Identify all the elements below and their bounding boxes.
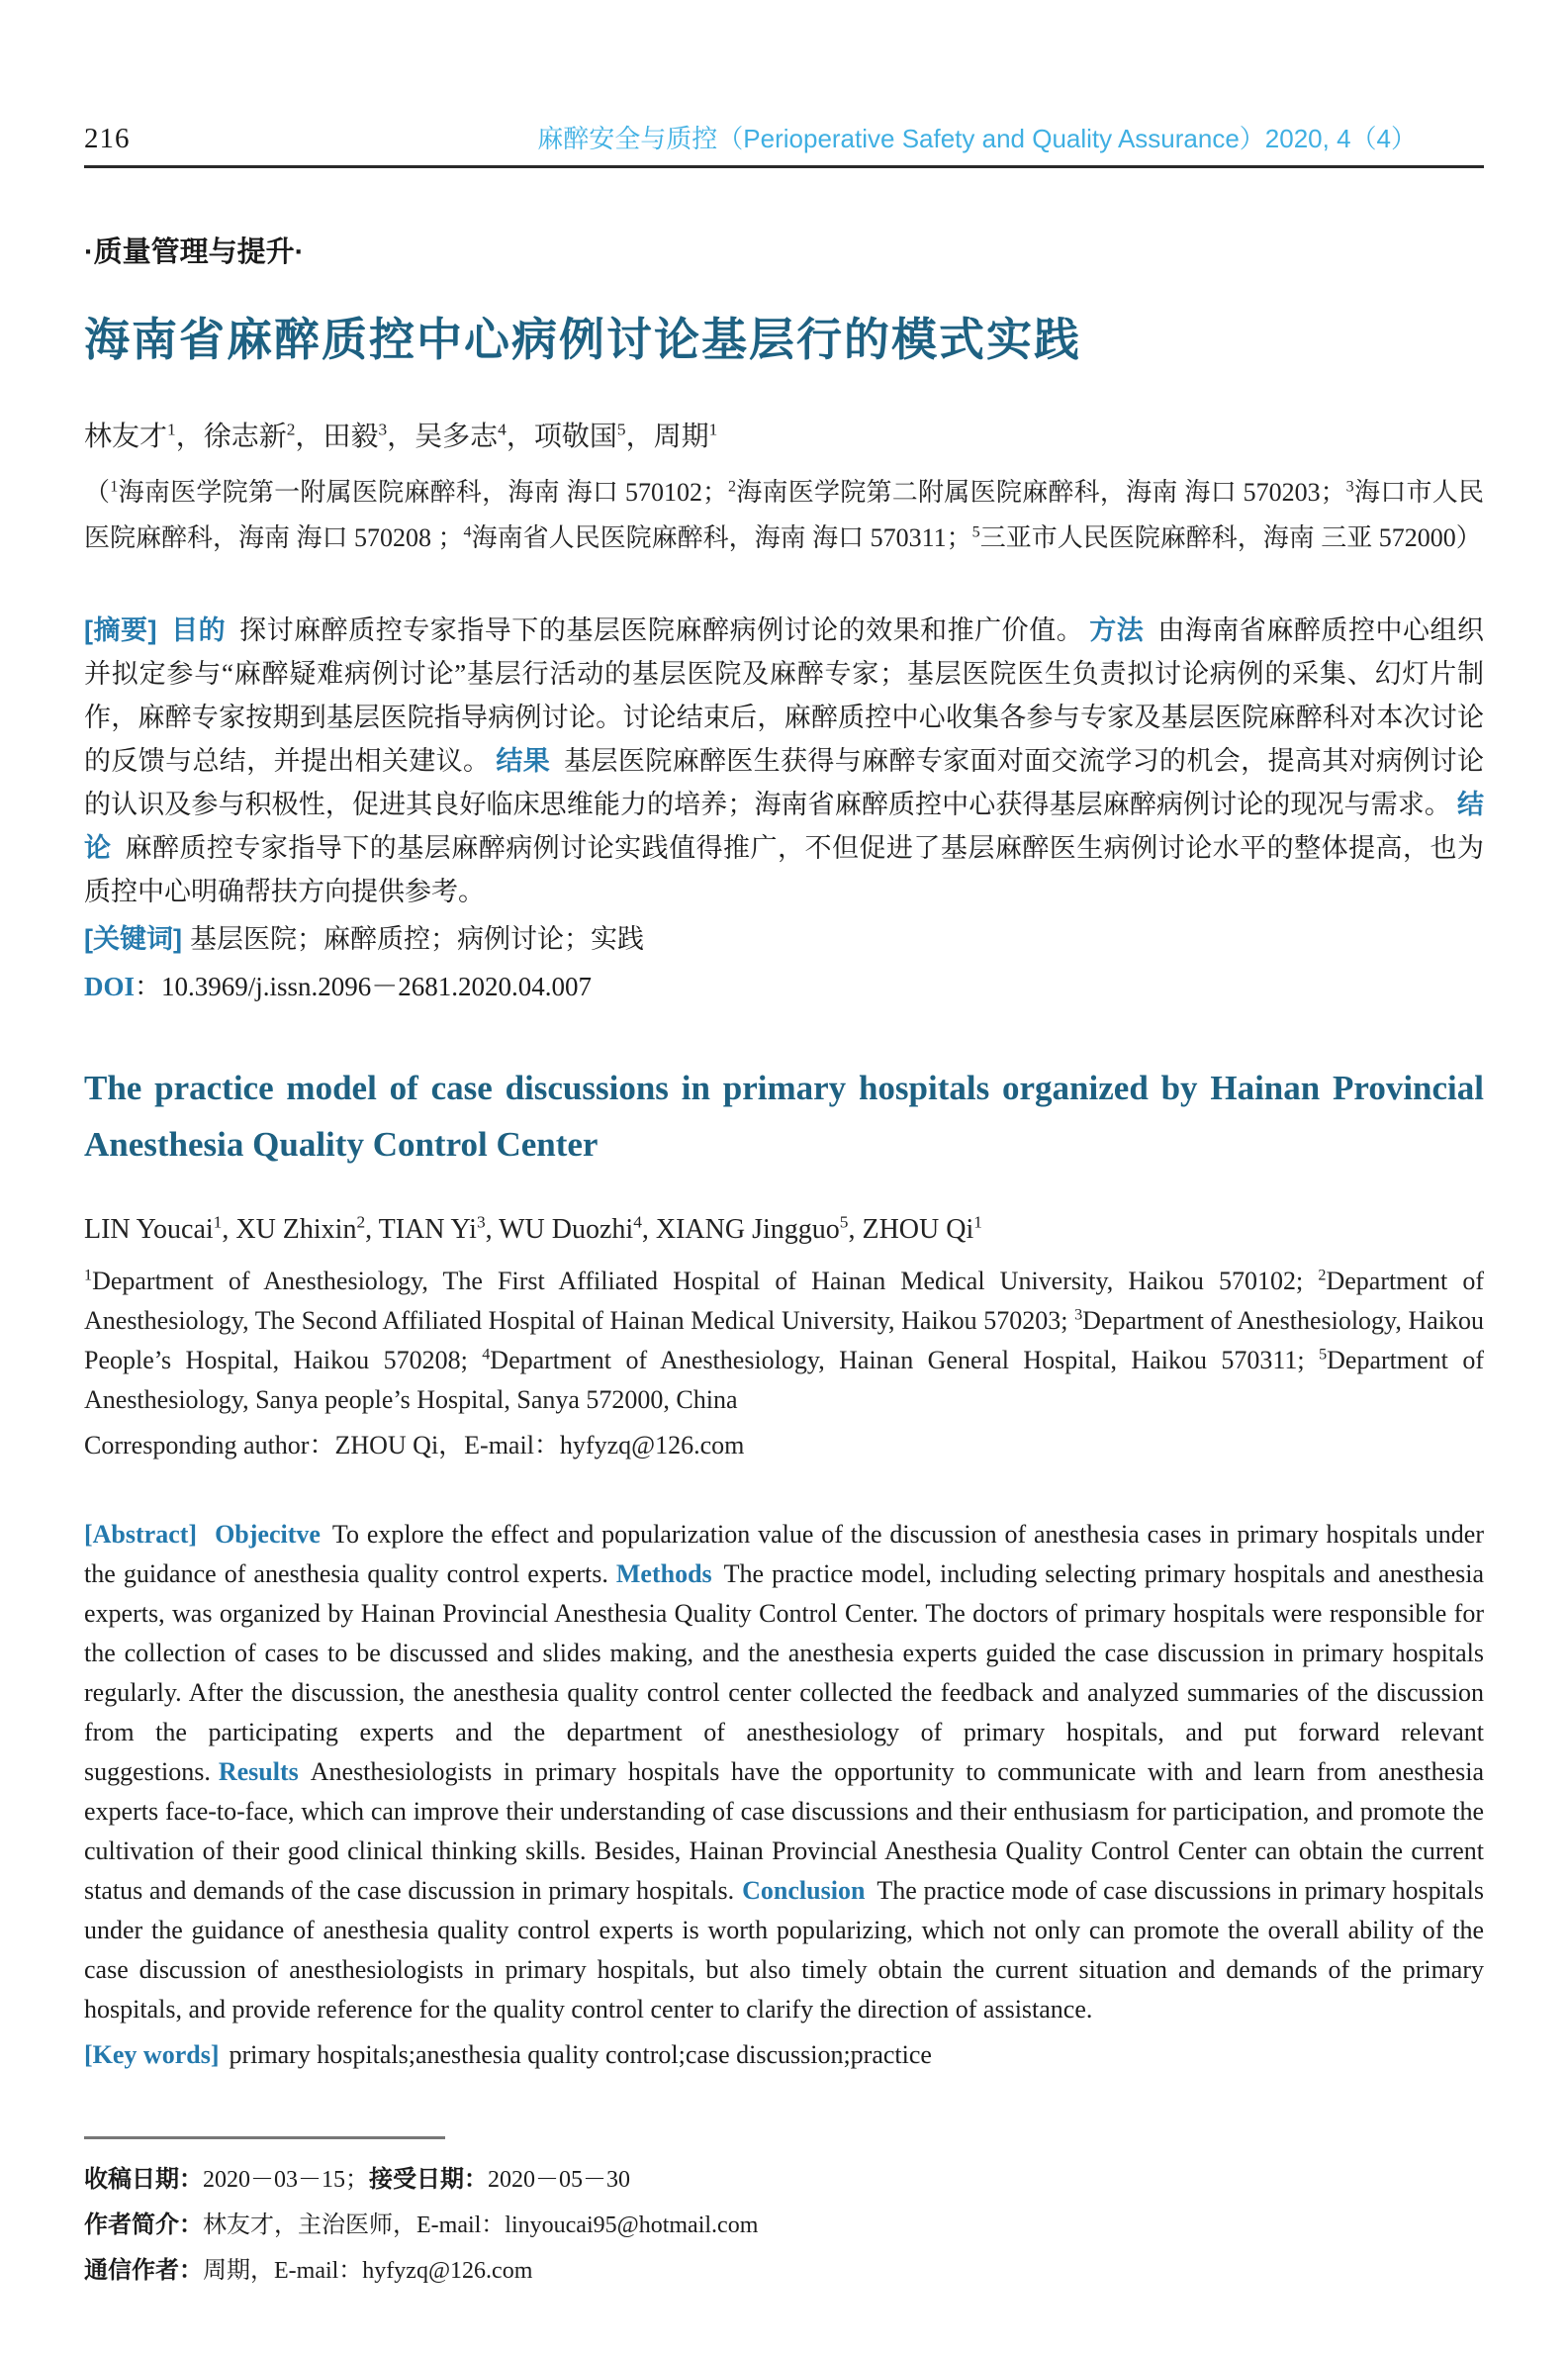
authors-en: LIN Youcai$^1$, XU Zhixin$^2$, TIAN Yi$^3$, WU Duozhi$^4$, XIANG Jingguo$^5$, ZHOU Qi$^1$: [84, 1212, 982, 1245]
article-title-en: The practice model of case discussions in primary hospitals organized by Hainan Provincial Anesthesia Quality Control Center: [84, 1069, 1484, 1164]
doi-line: DOI：10.3969/j.issn.2096－2681.2020.04.007: [84, 972, 593, 1001]
footer-received-line: 收稿日期：2020－03－15；接受日期：2020－05－30: [84, 2166, 630, 2193]
section-label: ·质量管理与提升·: [84, 236, 305, 268]
keywords-en: [Key words] primary hospitals;anesthesia quality control;case discussion;practice: [84, 2040, 932, 2069]
authors-cn: 林友才$^1$，徐志新$^2$，田毅$^3$，吴多志$^4$，项敬国$^5$，周期$^1$: [84, 420, 718, 452]
page-number: 216: [84, 123, 131, 154]
journal-title: 麻醉安全与质控（Perioperative Safety and Quality Assurance）2020, 4（4）: [537, 124, 1417, 153]
article-title-cn: 海南省麻醉质控中心病例讨论基层行的模式实践: [84, 315, 1081, 365]
corresponding-author-line: Corresponding author：ZHOU Qi，E-mail：hyfyzq@126.com: [84, 1431, 745, 1459]
footnote-rule: [84, 2136, 445, 2139]
abstract-en: [Abstract] Objecitve To explore the effect and popularization value of the discussion of anesthesia cases in primary hospitals under the guidance of anesthesia quality control experts. Methods The practice model, including selecting primary hospitals and anesthesia experts, was organized by Hainan Provincial Anesthesia Quality Control Center. The doctors of primary hospitals were responsible for the collection of cases to be discussed and slides making, and the anesthesia experts guided the case discussion in primary hospitals regularly. After the discussion, the anesthesia quality control center collected the feedback and analyzed summaries of the discussion from the participating experts and the department of anesthesiology of primary hospitals, and put forward relevant suggestions. Results Anesthesiologists in primary hospitals have the opportunity to communicate with and learn from anesthesia experts face-to-face, which can improve their understanding of case discussions and their enthusiasm for participation, and promote the cultivation of their good clinical thinking skills. Besides, Hainan Provincial Anesthesia Quality Control Center can obtain the current status and demands of the case discussion in primary hospitals. Conclusion The practice mode of case discussions in primary hospitals under the guidance of anesthesia quality control experts is worth popularizing, which not only can promote the overall ability of the case discussion of anesthesiologists in primary hospitals, but also timely obtain the current situation and demands of the primary hospitals, and provide reference for the quality control center to clarify the direction of assistance.: [84, 1520, 1485, 2024]
keywords-cn: [关键词] 基层医院；麻醉质控；病例讨论；实践: [84, 924, 644, 954]
page-header: [84, 119, 1484, 165]
header-rule: [84, 165, 1484, 168]
affiliation-cn: （$^1$海南医学院第一附属医院麻醉科，海南 海口 570102；$^2$海南医学院第二附属医院麻醉科，海南 海口 570203；$^3$海口市人民医院麻醉科，海南 海口 570208 ；$^4$海南省人民医院麻醉科，海南 海口 570311；$^5$三亚市人民医院麻醉科，海南 三亚 572000）: [84, 478, 1484, 552]
footer-author-bio-line: 作者简介：林友才，主治医师，E-mail：linyoucai95@hotmail.com: [84, 2212, 759, 2238]
abstract-cn: [摘要] 目的 探讨麻醉质控专家指导下的基层医院麻醉病例讨论的效果和推广价值。 方法 由海南省麻醉质控中心组织并拟定参与“麻醉疑难病例讨论”基层行活动的基层医院及麻醉专家；基层医院医生负责拟讨论病例的采集、幻灯片制作，麻醉专家按期到基层医院指导病例讨论。讨论结束后，麻醉质控中心收集各参与专家及基层医院麻醉科对本次讨论的反馈与总结，并提出相关建议。 结果 基层医院麻醉医生获得与麻醉专家面对面交流学习的机会，提高其对病例讨论的认识及参与积极性，促进其良好临床思维能力的培养；海南省麻醉质控中心获得基层麻醉病例讨论的现况与需求。 结论 麻醉质控专家指导下的基层麻醉病例讨论实践值得推广，不但促进了基层麻醉医生病例讨论水平的整体提高，也为质控中心明确帮扶方向提供参考。: [84, 615, 1485, 906]
footer-corresponding-line: 通信作者：周期，E-mail：hyfyzq@126.com: [84, 2257, 533, 2284]
affiliation-en: $^1$Department of Anesthesiology, The First Affiliated Hospital of Hainan Medical University, Haikou 570102; $^2$Department of Anesthesiology, The Second Affiliated Hospital of Hainan Medical University, Haikou 570203; $^3$Department of Anesthesiology, Haikou People’s Hospital, Haikou 570208; $^4$Department of Anesthesiology, Hainan General Hospital, Haikou 570311; $^5$Department of Anesthesiology, Sanya people’s Hospital, Sanya 572000, China: [84, 1267, 1484, 1414]
